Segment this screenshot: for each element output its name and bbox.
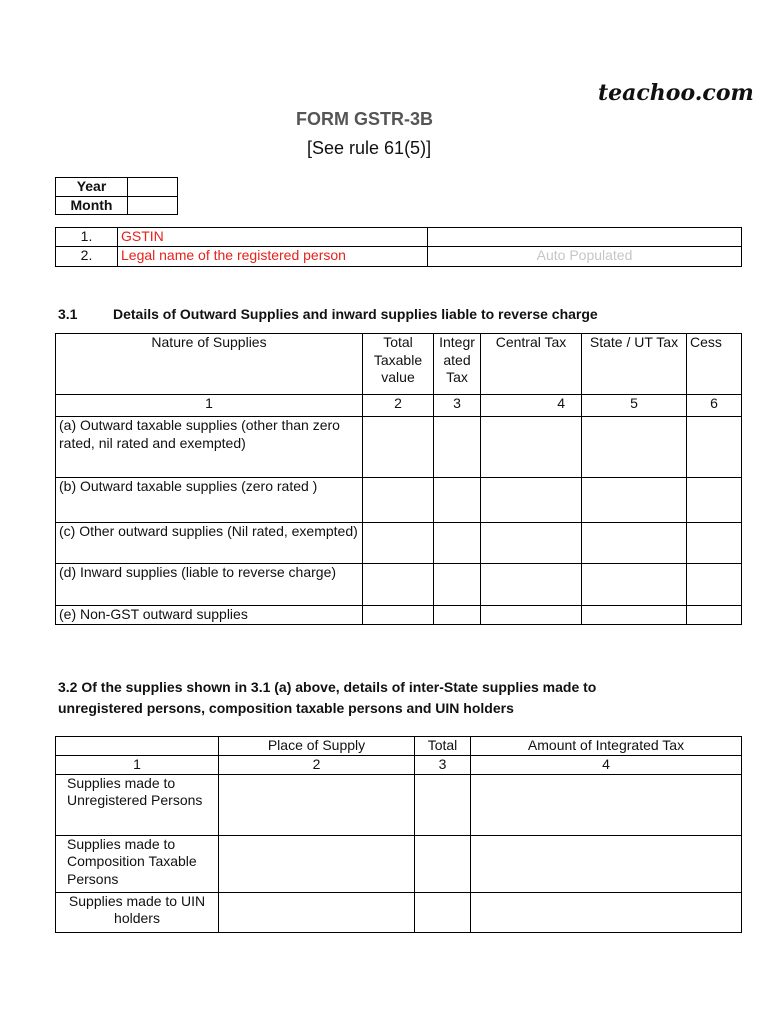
row-d-integrated[interactable] [434,564,481,606]
legal-name-label: Legal name of the registered person [118,246,428,266]
unregistered-place-of-supply[interactable] [219,774,415,835]
header-amount-integrated-tax: Amount of Integrated Tax [471,737,742,756]
row-b-total-taxable[interactable] [363,478,434,523]
section-3-1-title: Details of Outward Supplies and inward supplies liable to reverse charge [113,306,598,322]
year-label: Year [56,178,128,197]
row-c-total-taxable[interactable] [363,523,434,564]
row-d-state[interactable] [582,564,687,606]
row-d-central[interactable] [481,564,582,606]
header-total: Total [415,737,471,756]
month-label: Month [56,196,128,215]
row-zero-rated-label: (b) Outward taxable supplies (zero rated ) [56,478,363,523]
col-number: 5 [582,395,687,417]
row-a-cess[interactable] [687,417,742,478]
inter-state-supplies-table [55,736,742,933]
month-input[interactable] [128,196,178,215]
row-unregistered-label: Supplies made to Unregistered Persons [56,774,219,835]
composition-integrated-tax[interactable] [471,835,742,892]
col-number: 3 [434,395,481,417]
period-table [55,177,178,215]
row-e-state[interactable] [582,606,687,625]
row-e-cess[interactable] [687,606,742,625]
header-cess: Cess [687,334,742,395]
row-a-central[interactable] [481,417,582,478]
row-reverse-charge-label: (d) Inward supplies (liable to reverse charge) [56,564,363,606]
uin-place-of-supply[interactable] [219,892,415,932]
header-nature-of-supplies: Nature of Supplies [56,334,363,395]
unregistered-total[interactable] [415,774,471,835]
row-b-central[interactable] [481,478,582,523]
col-number: 4 [471,755,742,774]
row-nil-rated-label: (c) Other outward supplies (Nil rated, exempted) [56,523,363,564]
legal-name-number: 2. [56,246,118,266]
unregistered-integrated-tax[interactable] [471,774,742,835]
col-number: 6 [687,395,742,417]
row-a-integrated[interactable] [434,417,481,478]
row-b-state[interactable] [582,478,687,523]
header-place-of-supply: Place of Supply [219,737,415,756]
col-number: 2 [219,755,415,774]
section-3-2-title: 3.2 Of the supplies shown in 3.1 (a) above, details of inter-State supplies made to [58,679,597,695]
header-state-ut-tax: State / UT Tax [582,334,687,395]
row-c-integrated[interactable] [434,523,481,564]
row-e-total-taxable[interactable] [363,606,434,625]
gstin-number: 1. [56,228,118,247]
row-outward-taxable-label: (a) Outward taxable supplies (other than zero rated, nil rated and exempted) [56,417,363,478]
row-b-integrated[interactable] [434,478,481,523]
uin-integrated-tax[interactable] [471,892,742,932]
composition-total[interactable] [415,835,471,892]
header-central-tax: Central Tax [481,334,582,395]
header-integrated-tax: Integr ated Tax [434,334,481,395]
row-composition-label: Supplies made to Composition Taxable Persons [56,835,219,892]
row-d-total-taxable[interactable] [363,564,434,606]
col-number: 3 [415,755,471,774]
section-3-2-title-cont: unregistered persons, composition taxable persons and UIN holders [58,700,514,716]
section-3-1-number: 3.1 [58,306,78,322]
row-non-gst-label: (e) Non-GST outward supplies [56,606,363,625]
col-number: 2 [363,395,434,417]
registration-table [55,227,742,267]
row-a-total-taxable[interactable] [363,417,434,478]
row-d-cess[interactable] [687,564,742,606]
col-number: 4 [481,395,582,417]
form-title: FORM GSTR-3B [296,109,433,129]
col-number: 1 [56,395,363,417]
row-c-state[interactable] [582,523,687,564]
col-number: 1 [56,755,219,774]
row-e-integrated[interactable] [434,606,481,625]
form-rule: [See rule 61(5)] [307,138,432,158]
gstin-value[interactable] [428,228,742,247]
row-c-central[interactable] [481,523,582,564]
year-input[interactable] [128,178,178,197]
row-uin-holders-label: Supplies made to UIN holders [56,892,219,932]
gstin-label: GSTIN [118,228,428,247]
uin-total[interactable] [415,892,471,932]
header-blank [56,737,219,756]
header-total-taxable-value: Total Taxable value [363,334,434,395]
legal-name-value[interactable]: Auto Populated [428,246,742,266]
row-a-state[interactable] [582,417,687,478]
teachoo-logo: teachoo.com [598,80,754,106]
outward-supplies-table [55,333,742,625]
composition-place-of-supply[interactable] [219,835,415,892]
row-e-central[interactable] [481,606,582,625]
row-b-cess[interactable] [687,478,742,523]
row-c-cess[interactable] [687,523,742,564]
